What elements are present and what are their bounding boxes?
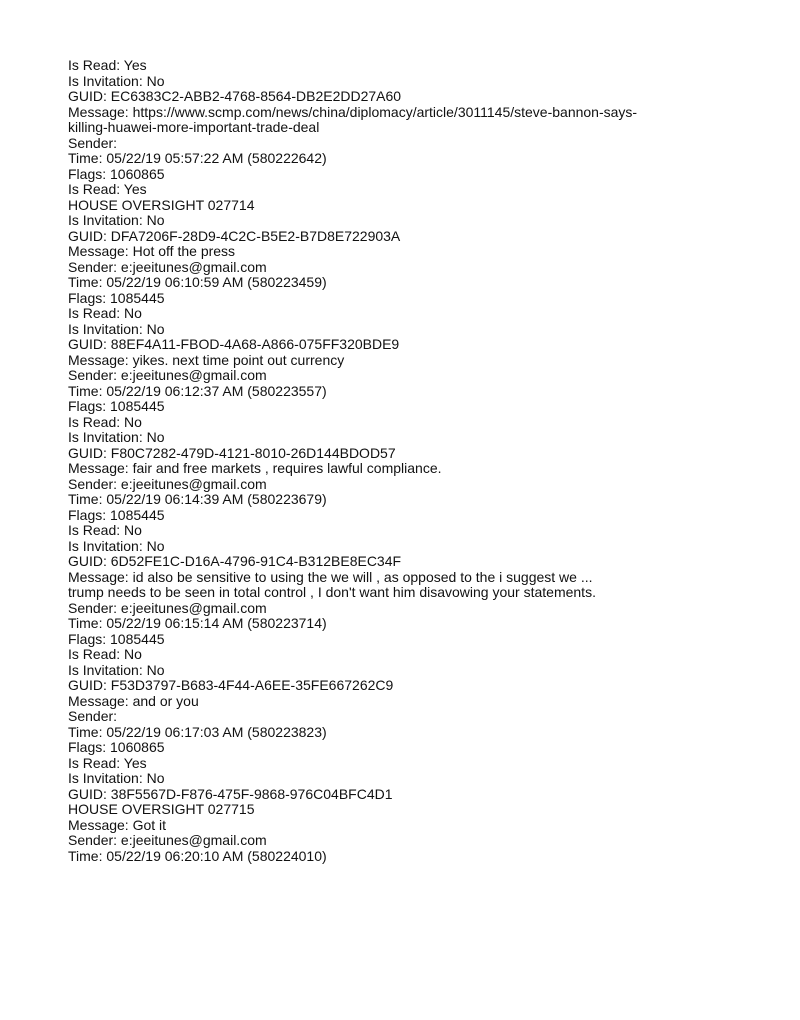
doc-line: Is Invitation: No [68,72,165,89]
doc-line: Time: 05/22/19 06:17:03 AM (580223823) [68,723,327,740]
doc-line: GUID: 88EF4A11-FBOD-4A68-A866-075FF320BDE9 [68,336,400,352]
doc-line: Sender: e:jeeitunes@gmail.com [68,367,267,383]
doc-line: Sender: [68,708,118,724]
doc-line: Time: 05/22/19 06:14:39 AM (580223679) [68,491,327,507]
doc-line: Is Invitation: No [68,429,165,445]
doc-line: Message: fair and free markets , requires lawful compliance. [68,460,442,476]
doc-line: Is Read: No [68,522,142,538]
doc-line: Sender: e:jeeitunes@gmail.com [68,599,267,616]
doc-line: Message: Got it [68,816,167,833]
doc-line: Is Invitation: No [68,537,165,554]
doc-line: HOUSE OVERSIGHT 027715 [68,801,255,817]
doc-line: Message: https://www.scmp.com/news/china/diplomacy/article/3011145/steve-bannon-says- [68,103,638,120]
doc-line: killing-huawei-more-important-trade-deal [68,119,320,135]
doc-line: GUID: DFA7206F-28D9-4C2C-B5E2-B7D8E722903A [68,227,401,244]
doc-line: Is Invitation: No [68,212,165,228]
doc-line: Sender: e:jeeitunes@gmail.com [68,475,267,492]
document-page [68,58,768,864]
doc-line: Message: id also be sensitive to using the we will , as opposed to the i suggest we ... [68,568,593,585]
doc-line: GUID: EC6383C2-ABB2-4768-8564-DB2E2DD27A60 [68,88,402,104]
doc-line: Message: and or you [68,692,199,709]
doc-line: Is Invitation: No [68,770,165,786]
doc-line: Is Read: No [68,646,142,662]
doc-line: Flags: 1085445 [68,398,165,414]
doc-line: GUID: F53D3797-B683-4F44-A6EE-35FE667262C9 [68,677,394,693]
doc-line: Is Read: No [68,413,142,430]
doc-line: GUID: 38F5567D-F876-475F-9868-976C04BFC4D1 [68,785,393,802]
doc-line: Is Read: Yes [68,181,147,197]
doc-line: Time: 05/22/19 06:15:14 AM (580223714) [68,615,327,631]
doc-line: Is Invitation: No [68,661,165,678]
doc-line: Sender: e:jeeitunes@gmail.com [68,832,267,848]
doc-line: Flags: 1085445 [68,289,165,306]
doc-line: Time: 05/22/19 06:12:37 AM (580223557) [68,382,327,399]
doc-line: Flags: 1085445 [68,630,165,647]
doc-line: GUID: 6D52FE1C-D16A-4796-91C4-B312BE8EC34F [68,553,402,569]
doc-line: Is Read: No [68,305,142,321]
doc-line: Message: Hot off the press [68,243,236,259]
doc-line: Flags: 1085445 [68,506,165,523]
doc-line: Sender: e:jeeitunes@gmail.com [68,258,267,275]
doc-line: Is Read: Yes [68,754,147,771]
doc-line: Is Read: Yes [68,57,147,73]
doc-line: Message: yikes. next time point out currency [68,351,345,368]
doc-line: Flags: 1060865 [68,165,165,182]
doc-line: HOUSE OVERSIGHT 027714 [68,196,255,213]
doc-line: Is Invitation: No [68,320,165,337]
doc-line: Time: 05/22/19 06:10:59 AM (580223459) [68,274,327,290]
doc-line: Sender: [68,134,118,151]
doc-line: Flags: 1060865 [68,739,165,755]
doc-line: Time: 05/22/19 05:57:22 AM (580222642) [68,150,327,166]
doc-line: Time: 05/22/19 06:20:10 AM (580224010) [68,847,327,864]
doc-line: GUID: F80C7282-479D-4121-8010-26D144BDOD57 [68,444,396,461]
doc-line: trump needs to be seen in total control , I don't want him disavowing your statements. [68,584,596,600]
